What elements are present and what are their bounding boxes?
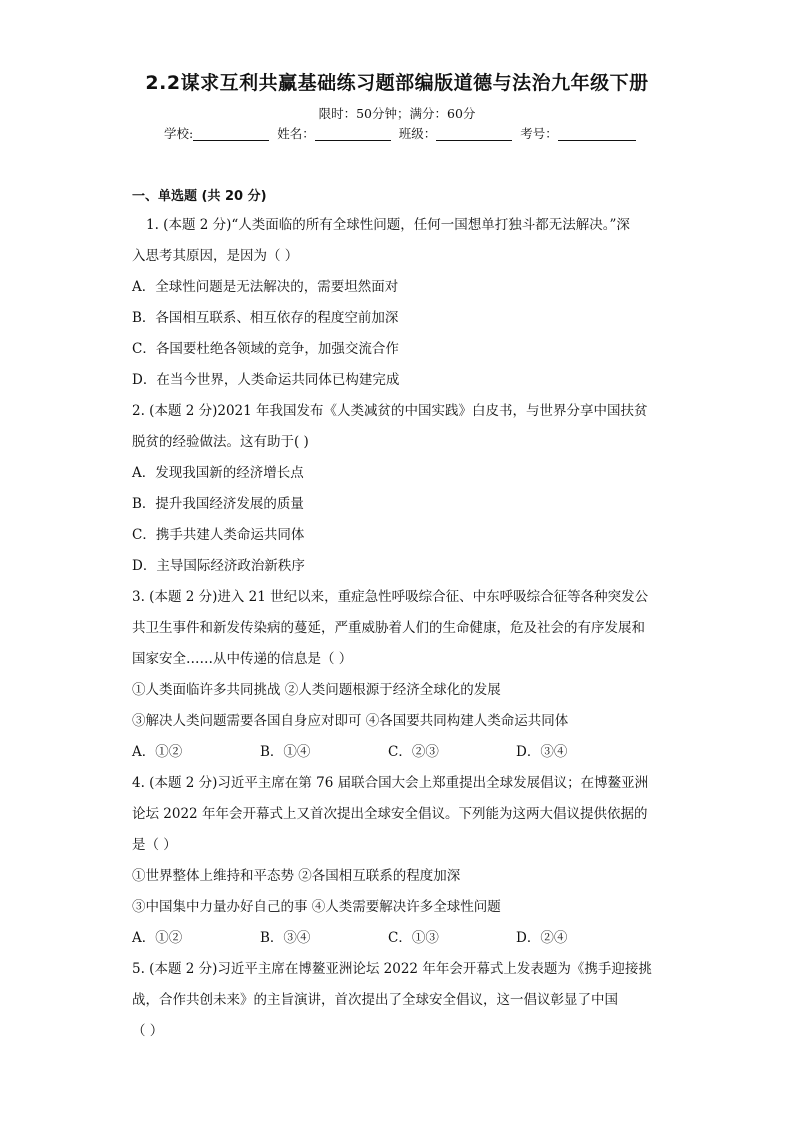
question-2-option-d: D．主导国际经济政治新秩序 bbox=[132, 558, 305, 574]
choice-a: A．①② bbox=[132, 930, 183, 946]
exam-number-label: 考号： bbox=[520, 126, 558, 141]
question-2-option-a: A．发现我国新的经济增长点 bbox=[132, 465, 304, 481]
question-2-option-c: C．携手共建人类命运共同体 bbox=[132, 527, 305, 543]
question-5-line-3: （ ） bbox=[132, 1023, 164, 1039]
question-3-line-2: 共卫生事件和新发传染病的蔓延，严重威胁着人们的生命健康，危及社会的有序发展和 bbox=[132, 620, 645, 636]
question-1-option-c: C．各国要杜绝各领域的竞争，加强交流合作 bbox=[132, 341, 399, 357]
question-4-line-1: 4. (本题 2 分)习近平主席在第 76 届联合国大会上郑重提出全球发展倡议；在博鳌亚洲 bbox=[132, 775, 649, 791]
student-info-row bbox=[164, 124, 640, 142]
school-blank[interactable] bbox=[193, 126, 269, 141]
question-3-line-1: 3. (本题 2 分)进入 21 世纪以来，重症急性呼吸综合征、中东呼吸综合征等各种突发公 bbox=[132, 589, 649, 605]
question-1-option-d: D．在当今世界，人类命运共同体已构建完成 bbox=[132, 372, 400, 388]
class-label: 班级： bbox=[398, 126, 437, 141]
choice-d: D．③④ bbox=[516, 744, 568, 760]
question-5-line-1: 5. (本题 2 分)习近平主席在博鳌亚洲论坛 2022 年年会开幕式上发表题为《携手迎接挑 bbox=[132, 961, 652, 977]
question-1-line-1: 1. (本题 2 分)“人类面临的所有全球性问题，任何一国想单打独斗都无法解决。”深 bbox=[146, 217, 630, 233]
question-1-line-2: 入思考其原因，是因为（ ） bbox=[132, 248, 299, 264]
question-3-statements-1: ①人类面临许多共同挑战 ②人类问题根源于经济全球化的发展 bbox=[132, 682, 501, 698]
question-4-statements-1: ①世界整体上维持和平态势 ②各国相互联系的程度加深 bbox=[132, 868, 461, 884]
choice-c: C．②③ bbox=[388, 744, 439, 760]
question-5-line-2: 战，合作共创未来》的主旨演讲，首次提出了全球安全倡议，这一倡议彰显了中国 bbox=[132, 992, 618, 1008]
exam-number-blank[interactable] bbox=[558, 126, 636, 141]
document-title: 2.2谋求互利共赢基础练习题部编版道德与法治九年级下册 bbox=[145, 72, 649, 94]
time-and-score-limit: 限时：50分钟；满分：60分 bbox=[318, 106, 476, 121]
question-4-choices bbox=[132, 923, 644, 954]
question-2-line-1: 2. (本题 2 分)2021 年我国发布《人类减贫的中国实践》白皮书，与世界分享中国扶贫 bbox=[132, 403, 648, 419]
choice-b: B．①④ bbox=[260, 744, 311, 760]
question-1-option-b: B．各国相互联系、相互依存的程度空前加深 bbox=[132, 310, 399, 326]
question-2-line-2: 脱贫的经验做法。这有助于( ) bbox=[132, 434, 309, 450]
question-4-line-3: 是（ ） bbox=[132, 837, 177, 853]
choice-b: B．③④ bbox=[260, 930, 311, 946]
choice-c: C．①③ bbox=[388, 930, 439, 946]
question-4-statements-2: ③中国集中力量办好自己的事 ④人类需要解决许多全球性问题 bbox=[132, 899, 501, 915]
question-3-line-3: 国家安全……从中传递的信息是（ ） bbox=[132, 651, 353, 667]
question-3-statements-2: ③解决人类问题需要各国自身应对即可 ④各国要共同构建人类命运共同体 bbox=[132, 713, 569, 729]
choice-d: D．②④ bbox=[516, 930, 568, 946]
question-2-option-b: B．提升我国经济发展的质量 bbox=[132, 496, 304, 512]
question-4-line-2: 论坛 2022 年年会开幕式上又首次提出全球安全倡议。下列能为这两大倡议提供依据的 bbox=[132, 806, 648, 822]
choice-a: A．①② bbox=[132, 744, 183, 760]
class-blank[interactable] bbox=[436, 126, 512, 141]
question-list bbox=[132, 184, 652, 1047]
question-1-option-a: A．全球性问题是无法解决的，需要坦然面对 bbox=[132, 279, 399, 295]
question-3-choices bbox=[132, 737, 644, 768]
name-label: 姓名： bbox=[277, 126, 315, 141]
school-label: 学校: bbox=[164, 126, 194, 141]
section-heading: 一、单选题 (共 20 分) bbox=[132, 189, 267, 204]
name-blank[interactable] bbox=[315, 126, 391, 141]
